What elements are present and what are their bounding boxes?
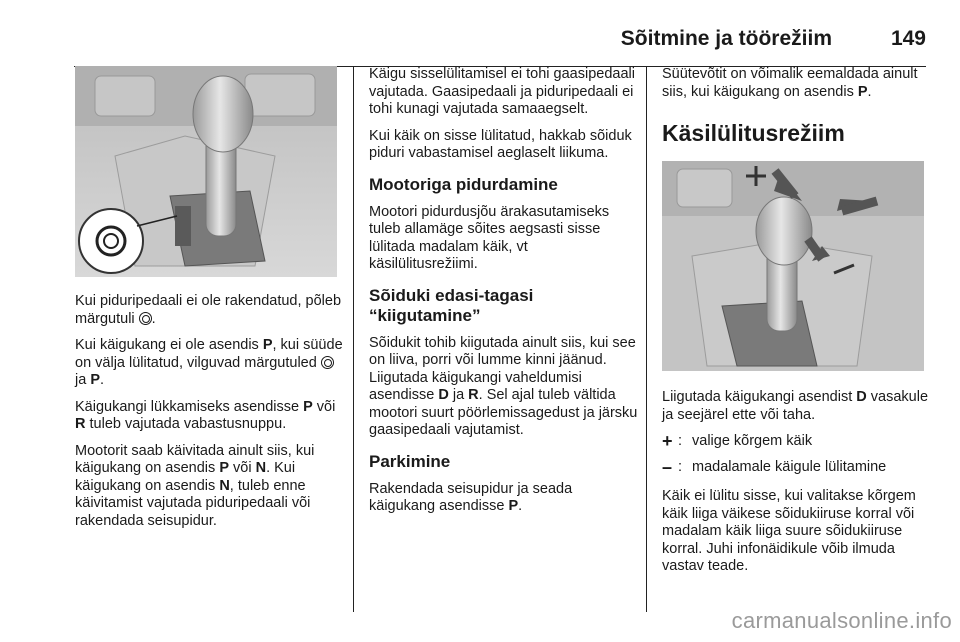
paragraph-shift-limits: Käik ei lülitu sisse, kui valitakse kõrgem käik liiga väikese sõidukiiruse korral või madalam käik liiga suure sõidukiiruse korral. Juhi infonäidikule võib ilmuda vastav teade. bbox=[662, 488, 916, 574]
brake-pedal-warning-icon bbox=[321, 356, 334, 369]
page-header bbox=[74, 24, 926, 52]
heading-rocking: Sõiduki edasi-tagasi “kiigutamine” bbox=[369, 285, 534, 325]
column-divider-left bbox=[353, 66, 354, 612]
manual-shift-figure bbox=[662, 161, 924, 371]
gear-lever-figure bbox=[75, 66, 337, 277]
heading-manual-mode: Käsilülitusrežiim bbox=[662, 120, 845, 146]
heading-parking: Parkimine bbox=[369, 451, 451, 471]
paragraph-release-button: Käigukangi lükkamiseks asendisse P või R tuleb vajutada vabastusnuppu. bbox=[75, 398, 336, 432]
watermark: carmanualsonline.info bbox=[731, 608, 952, 633]
column-1 bbox=[75, 66, 343, 537]
paragraph-key-removal: Süütevõtit on võimalik eemaldada ainult siis, kui käigukang on asendis P. bbox=[662, 66, 918, 100]
paragraph-engine-braking: Mootori pidurdusjõu ärakasutamiseks tuleb allamäge sõites aegsasti sisse lülitada madalam käik, vt käsilülitusrežiimi. bbox=[369, 203, 610, 272]
legend-downshift: – : madalamale käigule lülitamine bbox=[662, 456, 887, 477]
heading-engine-braking: Mootoriga pidurdamine bbox=[369, 174, 558, 194]
paragraph-manual-move: Liigutada käigukangi asendist D vasakule ja seejärel ette või taha. bbox=[662, 389, 929, 423]
minus-icon: – bbox=[662, 456, 673, 477]
page-number: 149 bbox=[890, 27, 926, 50]
paragraph-brake-indicator: Kui piduripedaali ei ole rakendatud, põleb märgutuli . bbox=[75, 293, 342, 327]
paragraph-no-accelerator: Käigu sisselülitamisel ei tohi gaasipedaali vajutada. Gaasipedaali ja piduripedaali ei tohi kunagi vajutada samaaegselt. bbox=[369, 66, 635, 117]
column-divider-right bbox=[646, 66, 647, 612]
manual-shift-illustration bbox=[662, 161, 924, 371]
paragraph-slow-move: Kui käik on sisse lülitatud, hakkab sõiduk piduri vabastamisel aeglaselt liikuma. bbox=[369, 127, 632, 161]
paragraph-rocking: Sõidukit tohib kiigutada ainult siis, kui see on liiva, porri või lumme kinni jäänud. Liigutada käigukangi vaheldumisi asendisse D ja R. Sel ajal tuleb vältida mootori suurt pöörlemissagedust ja järsku gaasipedaali vajutamist. bbox=[369, 334, 638, 438]
column-3 bbox=[662, 66, 930, 583]
gear-lever-illustration bbox=[75, 66, 337, 277]
brake-pedal-warning-icon bbox=[139, 312, 152, 325]
section-title: Sõitmine ja töörežiim bbox=[620, 27, 832, 50]
legend-upshift: + : valige kõrgem käik bbox=[662, 431, 813, 451]
paragraph-engine-start: Mootorit saab käivitada ainult siis, kui käigukang on asendis P või N. Kui käigukang on asendis N, tuleb enne käivitamist vajutada piduripedaali või rakendada seisupidur. bbox=[75, 442, 315, 529]
paragraph-flashing-lights: Kui käigukang ei ole asendis P, kui süüde on välja lülitatud, vilguvad märgutuled ja P. bbox=[75, 337, 343, 388]
column-2 bbox=[369, 66, 639, 523]
paragraph-parking: Rakendada seisupidur ja seada käigukang asendisse P. bbox=[369, 480, 573, 514]
plus-icon: + bbox=[662, 431, 673, 451]
